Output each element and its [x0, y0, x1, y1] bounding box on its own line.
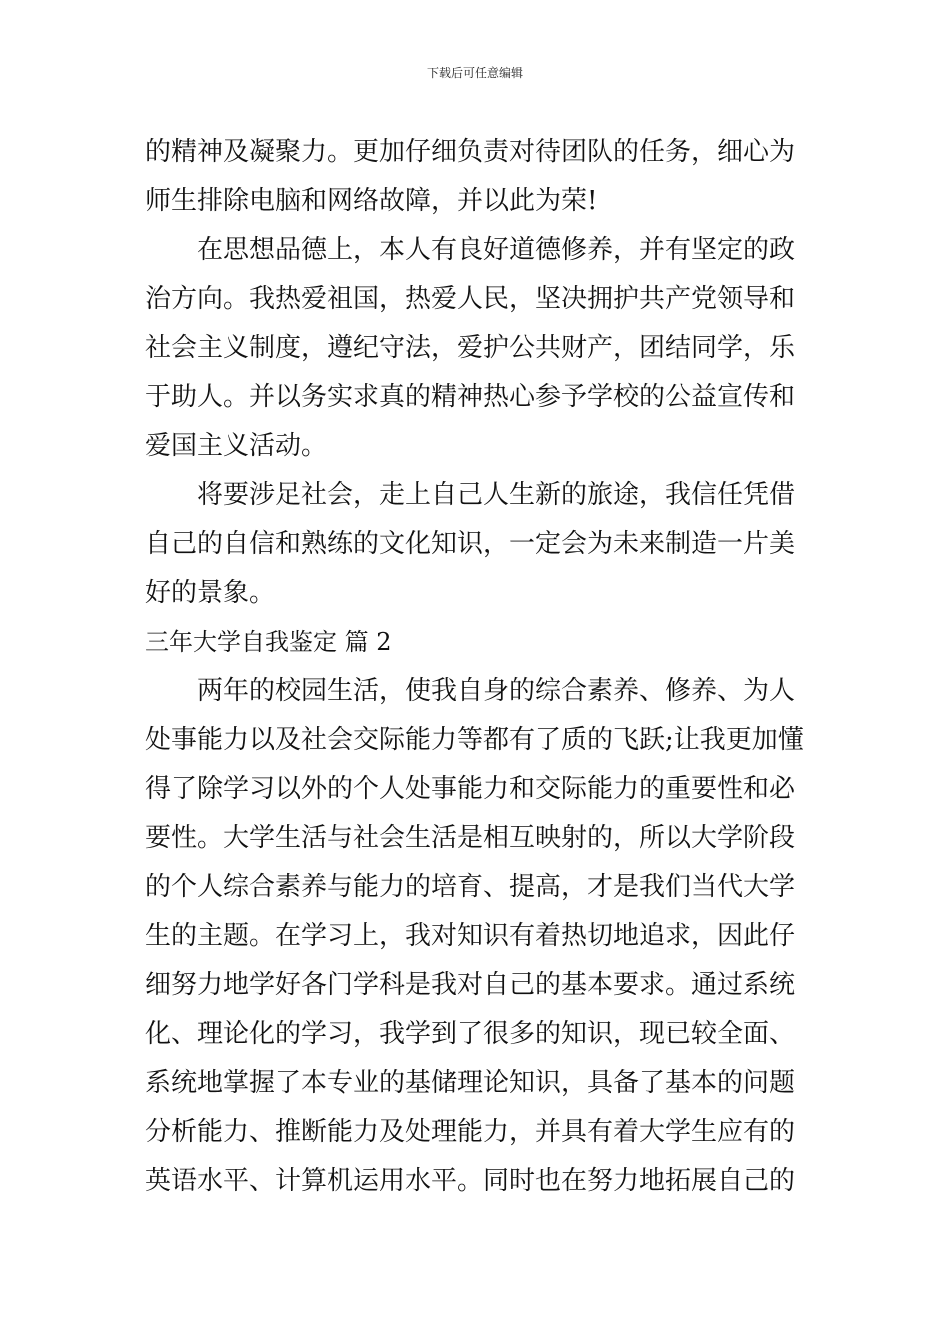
text-line: 要性。大学生活与社会生活是相互映射的，所以大学阶段	[145, 823, 796, 853]
text-line: 在思想品德上，本人有良好道德修养，并有坚定的政	[197, 235, 796, 265]
text-line: 将要涉足社会，走上自己人生新的旅途，我信任凭借	[197, 480, 796, 510]
text-line: 于助人。并以务实求真的精神热心参予学校的公益宣传和	[145, 382, 796, 412]
text-line: 两年的校园生活，使我自身的综合素养、修养、为人	[197, 676, 796, 706]
text-line: 自己的自信和熟练的文化知识，一定会为未来制造一片美	[145, 529, 796, 559]
text-line: 得了除学习以外的个人处事能力和交际能力的重要性和必	[145, 774, 796, 804]
text-line: 生的主题。在学习上，我对知识有着热切地追求，因此仔	[145, 921, 796, 951]
text-line: 英语水平、计算机运用水平。同时也在努力地拓展自己的	[145, 1166, 796, 1196]
text-line: 的个人综合素养与能力的培育、提高，才是我们当代大学	[145, 872, 796, 902]
text-line: 好的景象。	[145, 578, 276, 608]
text-line: 爱国主义活动。	[145, 431, 328, 461]
text-line: 细努力地学好各门学科是我对自己的基本要求。通过系统	[145, 970, 796, 1000]
text-line: 系统地掌握了本专业的基储理论知识，具备了基本的问题	[145, 1068, 796, 1098]
document-body	[145, 128, 815, 1206]
section-heading: 三年大学自我鉴定 篇 2	[145, 628, 392, 656]
text-line: 的精神及凝聚力。更加仔细负责对待团队的任务，细心为	[145, 137, 796, 167]
text-line: 师生排除电脑和网络故障，并以此为荣!	[145, 186, 598, 216]
text-line: 社会主义制度，遵纪守法，爱护公共财产，团结同学，乐	[145, 333, 796, 363]
text-line: 化、理论化的学习，我学到了很多的知识，现已较全面、	[145, 1019, 796, 1049]
text-line: 处事能力以及社会交际能力等都有了质的飞跃;让我更加懂	[145, 725, 804, 755]
text-line: 治方向。我热爱祖国，热爱人民，坚决拥护共产党领导和	[145, 284, 796, 314]
page-header-note: 下载后可任意编辑	[426, 66, 523, 80]
text-line: 分析能力、推断能力及处理能力，并具有着大学生应有的	[145, 1117, 796, 1147]
